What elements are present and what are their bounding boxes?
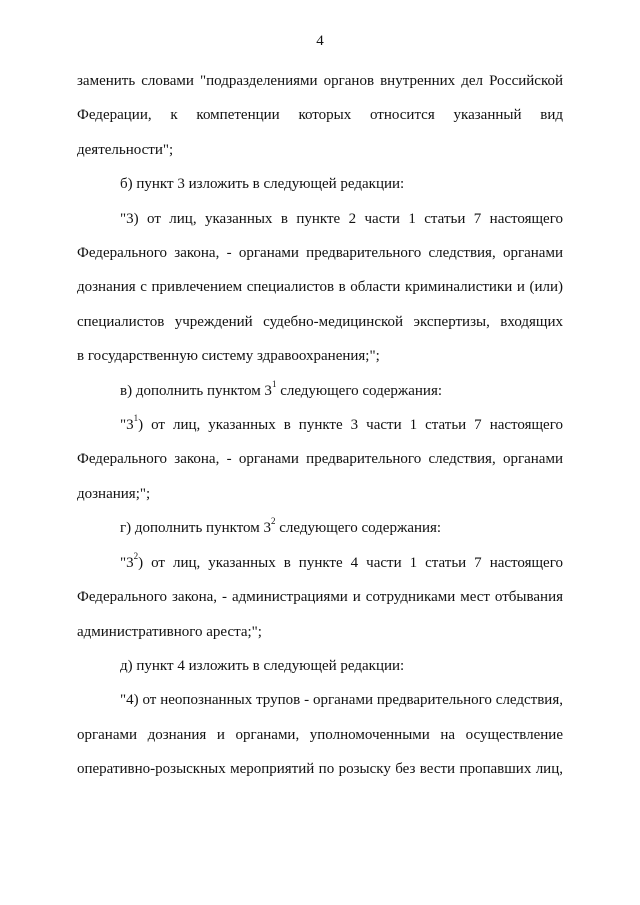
- text-line: Федерации, к компетенции которых относится указанный вид: [77, 107, 563, 124]
- text-line: специалистов учреждений судебно-медицинской экспертизы, входящих: [77, 313, 563, 330]
- superscript: 2: [271, 516, 276, 527]
- text-fragment: в) дополнить пунктом 3: [120, 382, 272, 399]
- text-fragment: ) от лиц, указанных в пункте 3 части 1 статьи 7 настоящего: [138, 417, 563, 434]
- paragraph-point-3-text: [77, 202, 563, 374]
- paragraph-item-v: [77, 374, 563, 408]
- document-body: [77, 64, 563, 787]
- text-line: [77, 546, 563, 580]
- page-number: 4: [316, 33, 324, 49]
- paragraph-point-4-text: [77, 683, 563, 786]
- paragraph-item-b: [77, 167, 563, 201]
- text-fragment: следующего содержания:: [276, 382, 443, 399]
- paragraph-replace-words: [77, 64, 563, 167]
- text-line: оперативно-розыскных мероприятий по розыску без вести пропавших лиц,: [77, 761, 563, 778]
- paragraph-item-d: [77, 649, 563, 683]
- text-line: административного ареста;";: [77, 623, 262, 640]
- text-line: Федерального закона, - органами предварительного следствия, органами: [77, 245, 563, 262]
- text-line: заменить словами "подразделениями органов внутренних дел Российской: [77, 73, 563, 89]
- text-line: Федерального закона, - администрациями и сотрудниками мест отбывания: [77, 589, 563, 606]
- paragraph-point-3-2-text: [77, 546, 563, 649]
- superscript: 1: [133, 413, 139, 424]
- text-fragment: следующего содержания:: [275, 520, 442, 537]
- text-line: деятельности";: [77, 141, 174, 158]
- text-fragment: "3: [120, 417, 134, 434]
- text-line: "3) от лиц, указанных в пункте 2 части 1 статьи 7 настоящего: [120, 210, 563, 227]
- text-line: органами дознания и органами, уполномоченными на осуществление: [77, 726, 563, 743]
- text-fragment: "3: [120, 554, 134, 571]
- paragraph-item-g: [77, 511, 563, 545]
- text-fragment: г) дополнить пунктом 3: [120, 520, 272, 537]
- superscript: 1: [271, 378, 277, 389]
- paragraph-point-3-1-text: [77, 408, 563, 511]
- text-line: Федерального закона, - органами предварительного следствия, органами: [77, 451, 563, 468]
- text-line: дознания с привлечением специалистов в области криминалистики и (или): [77, 279, 563, 296]
- text-line: "4) от неопознанных трупов - органами предварительного следствия,: [120, 692, 563, 709]
- text-line: [77, 408, 563, 442]
- text-line: б) пункт 3 изложить в следующей редакции:: [120, 176, 405, 193]
- text-fragment: ) от лиц, указанных в пункте 4 части 1 статьи 7 настоящего: [138, 554, 563, 571]
- text-line: дознания;";: [77, 485, 151, 502]
- text-line: в государственную систему здравоохранения;";: [77, 348, 380, 365]
- text-line: д) пункт 4 изложить в следующей редакции:: [120, 657, 405, 674]
- superscript: 2: [133, 550, 139, 561]
